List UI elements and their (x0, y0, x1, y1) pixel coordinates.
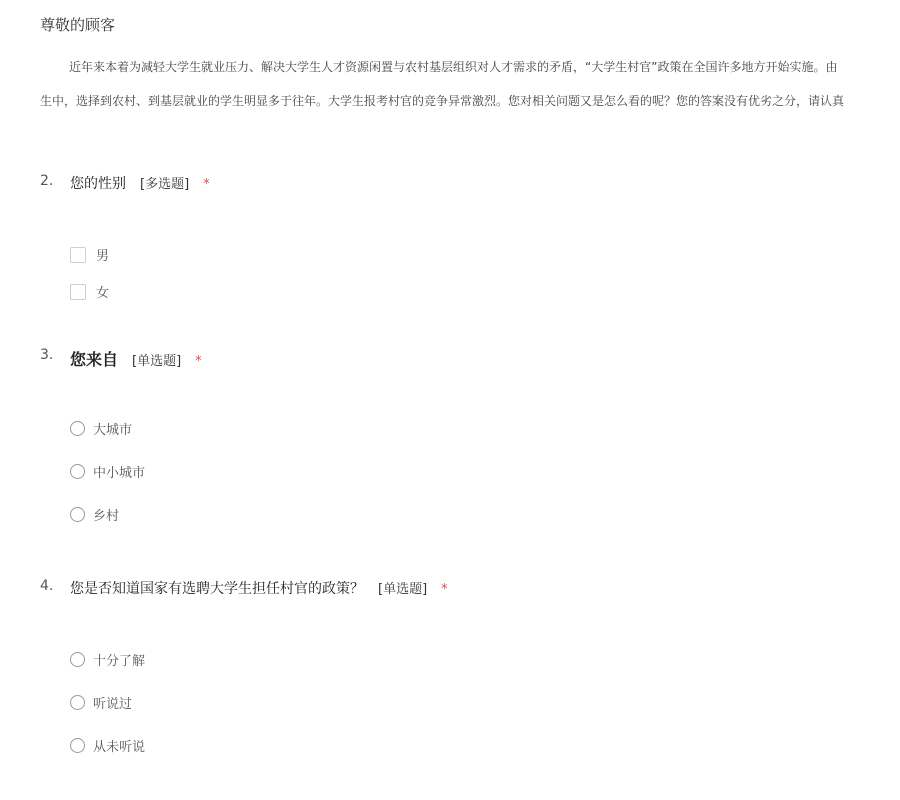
option-radio-village[interactable] (70, 505, 119, 524)
question-title: 您是否知道国家有选聘大学生担任村官的政策？ (70, 581, 364, 597)
question-title-row (70, 578, 448, 598)
question-type-label: [单选题] (132, 354, 182, 369)
question-title-row (70, 173, 210, 193)
required-asterisk: * (195, 354, 202, 369)
required-asterisk: * (441, 582, 448, 597)
option-label: 乡村 (93, 509, 120, 524)
option-label: 女 (96, 286, 110, 301)
question-header (40, 173, 880, 197)
checkbox[interactable] (70, 247, 86, 263)
option-radio-small-city[interactable] (70, 462, 145, 481)
option-label: 中小城市 (93, 466, 146, 481)
question-header (40, 578, 880, 602)
option-label: 十分了解 (93, 654, 146, 669)
option-radio-well-informed[interactable] (70, 650, 145, 669)
checkbox[interactable] (70, 284, 86, 300)
radio-button[interactable] (70, 464, 85, 479)
survey-intro-line-1: 近年来本着为减轻大学生就业压力、解决大学生人才资源闲置与农村基层组织对人才需求的矛盾，“大学生村官”政策在全国许多地方开始实施。由 (69, 60, 838, 74)
radio-button[interactable] (70, 421, 85, 436)
question-policy-awareness (40, 578, 880, 768)
option-label: 从未听说 (93, 740, 146, 755)
survey-intro-line-2: 生中，选择到农村、到基层就业的学生明显多于往年。大学生报考村官的竞争异常激烈。您对相关问题又是怎么看的呢？您的答案没有优劣之分，请认真 (40, 94, 845, 108)
option-label: 听说过 (93, 697, 133, 712)
question-title: 您来自 (70, 350, 119, 369)
survey-greeting: 尊敬的顾客 (40, 16, 116, 34)
required-asterisk: * (203, 177, 210, 192)
option-radio-never-heard[interactable] (70, 736, 145, 755)
option-label: 大城市 (93, 423, 133, 438)
question-number: 4. (40, 578, 54, 594)
option-checkbox-male[interactable] (70, 245, 109, 264)
option-checkbox-female[interactable] (70, 282, 109, 301)
radio-button[interactable] (70, 738, 85, 753)
question-title: 您的性别 (70, 176, 126, 192)
question-header (40, 347, 880, 371)
question-number: 3. (40, 347, 54, 363)
question-origin (40, 347, 880, 527)
question-number: 2. (40, 173, 54, 189)
radio-button[interactable] (70, 652, 85, 667)
radio-button[interactable] (70, 695, 85, 710)
option-radio-heard-of[interactable] (70, 693, 132, 712)
question-gender (40, 173, 880, 313)
question-type-label: [多选题] (140, 177, 190, 192)
question-type-label: [单选题] (378, 582, 428, 597)
option-label: 男 (96, 249, 110, 264)
question-title-row (70, 347, 202, 370)
option-radio-big-city[interactable] (70, 419, 132, 438)
radio-button[interactable] (70, 507, 85, 522)
